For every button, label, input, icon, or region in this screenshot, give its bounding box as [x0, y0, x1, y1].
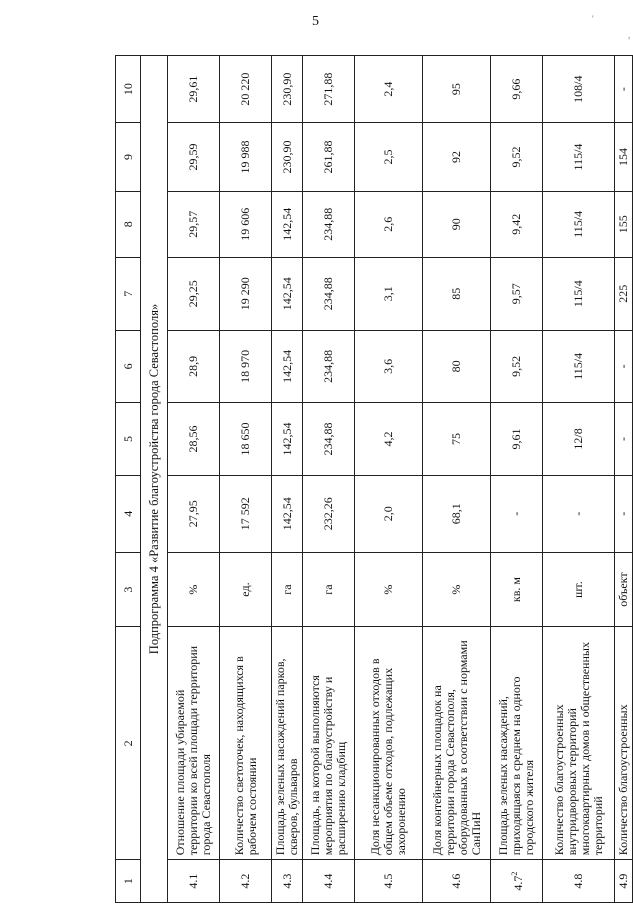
value-cell: 115/4	[543, 123, 615, 191]
row-number-text: 4.6	[449, 873, 463, 889]
table-frame	[115, 55, 630, 903]
value-cell: 225	[615, 257, 633, 330]
value-cell: 232,26	[303, 475, 355, 552]
row-number-text: 4.1	[186, 873, 200, 889]
row-number-text: 4.3	[279, 873, 294, 889]
unit-cell: объект	[615, 552, 633, 627]
value-cell: 115/4	[543, 257, 615, 330]
table-row	[355, 56, 423, 903]
indicator-name: Доля контейнерных площадок на территории города Севастополя, оборудованных в соответствии с нормами СанПиН	[423, 627, 491, 860]
value-cell: 29,57	[168, 191, 220, 257]
scan-mark: '	[592, 14, 594, 24]
value-cell: -	[615, 403, 633, 476]
column-header: 2	[116, 627, 141, 860]
value-cell: 154	[615, 123, 633, 191]
unit-cell: %	[423, 552, 491, 627]
indicator-name: Площадь зеленых насаждений, приходящаяся в среднем на одного городского жителя	[491, 627, 543, 860]
row-number	[615, 860, 633, 903]
value-cell: 9,42	[491, 191, 543, 257]
unit-cell: га	[272, 552, 303, 627]
subprogram-row	[141, 56, 168, 903]
value-cell: 28,56	[168, 403, 220, 476]
row-number	[168, 860, 220, 903]
unit-cell: %	[168, 552, 220, 627]
value-cell: 95	[423, 56, 491, 123]
value-cell: 18 650	[220, 403, 272, 476]
value-cell: 20 220	[220, 56, 272, 123]
value-cell: 142,54	[272, 403, 303, 476]
value-cell: 142,54	[272, 330, 303, 403]
value-cell: 155	[615, 191, 633, 257]
value-cell: -	[615, 56, 633, 123]
row-number	[220, 860, 272, 903]
value-cell: 115/4	[543, 330, 615, 403]
value-cell: 27,95	[168, 475, 220, 552]
value-cell: -	[491, 475, 543, 552]
value-cell: 108/4	[543, 56, 615, 123]
value-cell: 234,88	[303, 403, 355, 476]
value-cell: 9,61	[491, 403, 543, 476]
row-number-superscript: 2	[510, 871, 519, 876]
row-number-text: 4.9	[616, 873, 630, 889]
indicator-name: Количество благоустроенных внутридворовых территорий многоквартирных домов и общественных территорий	[543, 627, 615, 860]
value-cell: 9,57	[491, 257, 543, 330]
value-cell: 2,4	[355, 56, 423, 123]
value-cell: 142,54	[272, 257, 303, 330]
row-number	[303, 860, 355, 903]
table-row	[615, 56, 633, 903]
value-cell: 29,61	[168, 56, 220, 123]
value-cell: 28,9	[168, 330, 220, 403]
value-cell: 18 970	[220, 330, 272, 403]
column-header: 10	[116, 56, 141, 123]
subprogram-title: Подпрограмма 4 «Развитие благоустройства города Севастополя»	[141, 56, 168, 903]
table-row	[491, 56, 543, 903]
value-cell: 271,88	[303, 56, 355, 123]
unit-cell: кв. м	[491, 552, 543, 627]
value-cell: -	[615, 330, 633, 403]
column-header: 4	[116, 475, 141, 552]
column-header: 6	[116, 330, 141, 403]
row-number	[543, 860, 615, 903]
value-cell: 9,66	[491, 56, 543, 123]
indicator-name: Количество благоустроенных	[615, 627, 633, 860]
table-row	[543, 56, 615, 903]
indicator-name: Отношение площади убираемой территории ко всей площади территории города Севастополя	[168, 627, 220, 860]
rotated-table-container	[115, 55, 630, 903]
row-number	[355, 860, 423, 903]
value-cell: -	[543, 475, 615, 552]
indicator-name: Площадь зеленых насаждений парков, скверов, бульваров	[272, 627, 303, 860]
value-cell: 234,88	[303, 330, 355, 403]
value-cell: 19 606	[220, 191, 272, 257]
table-row	[168, 56, 220, 903]
indicator-table	[115, 55, 633, 903]
value-cell: 234,88	[303, 257, 355, 330]
value-cell: 3,6	[355, 330, 423, 403]
indicator-name: Доля несанкционированных отходов в общем объеме отходов, подлежащих захоронению	[355, 627, 423, 860]
value-cell: 3,1	[355, 257, 423, 330]
value-cell: 234,88	[303, 191, 355, 257]
value-cell: 230,90	[272, 123, 303, 191]
value-cell: 230,90	[272, 56, 303, 123]
value-cell: 2,0	[355, 475, 423, 552]
value-cell: 90	[423, 191, 491, 257]
value-cell: 142,54	[272, 191, 303, 257]
column-header: 7	[116, 257, 141, 330]
page-number: 5	[312, 14, 319, 29]
row-number	[491, 860, 543, 903]
value-cell: 9,52	[491, 123, 543, 191]
column-header: 9	[116, 123, 141, 191]
indicator-name: Количество светоточек, находящихся в рабочем состоянии	[220, 627, 272, 860]
value-cell: 92	[423, 123, 491, 191]
unit-cell: ед.	[220, 552, 272, 627]
column-header: 1	[116, 860, 141, 903]
indicator-name: Площадь, на которой выполняются мероприятия по благоустройству и расширению кладбищ	[303, 627, 355, 860]
value-cell: 75	[423, 403, 491, 476]
row-number-text: 4.2	[238, 873, 252, 889]
value-cell: 80	[423, 330, 491, 403]
value-cell: -	[615, 475, 633, 552]
column-header: 8	[116, 191, 141, 257]
value-cell: 115/4	[543, 191, 615, 257]
header-row	[116, 56, 141, 903]
table-row	[220, 56, 272, 903]
value-cell: 19 290	[220, 257, 272, 330]
column-header: 5	[116, 403, 141, 476]
row-number-text: 4.5	[381, 873, 395, 889]
table-row	[272, 56, 303, 903]
table-row	[423, 56, 491, 903]
unit-cell: %	[355, 552, 423, 627]
value-cell: 17 592	[220, 475, 272, 552]
value-cell: 19 988	[220, 123, 272, 191]
unit-cell: шт.	[543, 552, 615, 627]
value-cell: 9,52	[491, 330, 543, 403]
row-number	[272, 860, 303, 903]
value-cell: 142,54	[272, 475, 303, 552]
row-number-text: 4.7	[511, 875, 525, 891]
table-row	[303, 56, 355, 903]
value-cell: 261,88	[303, 123, 355, 191]
scan-mark: ,	[628, 30, 631, 40]
column-header: 3	[116, 552, 141, 627]
value-cell: 12/8	[543, 403, 615, 476]
value-cell: 29,25	[168, 257, 220, 330]
value-cell: 29,59	[168, 123, 220, 191]
value-cell: 85	[423, 257, 491, 330]
row-number-text: 4.4	[321, 873, 335, 889]
row-number	[423, 860, 491, 903]
row-number-text: 4.8	[571, 873, 585, 889]
value-cell: 2,5	[355, 123, 423, 191]
value-cell: 4,2	[355, 403, 423, 476]
value-cell: 2,6	[355, 191, 423, 257]
value-cell: 68,1	[423, 475, 491, 552]
unit-cell: га	[303, 552, 355, 627]
